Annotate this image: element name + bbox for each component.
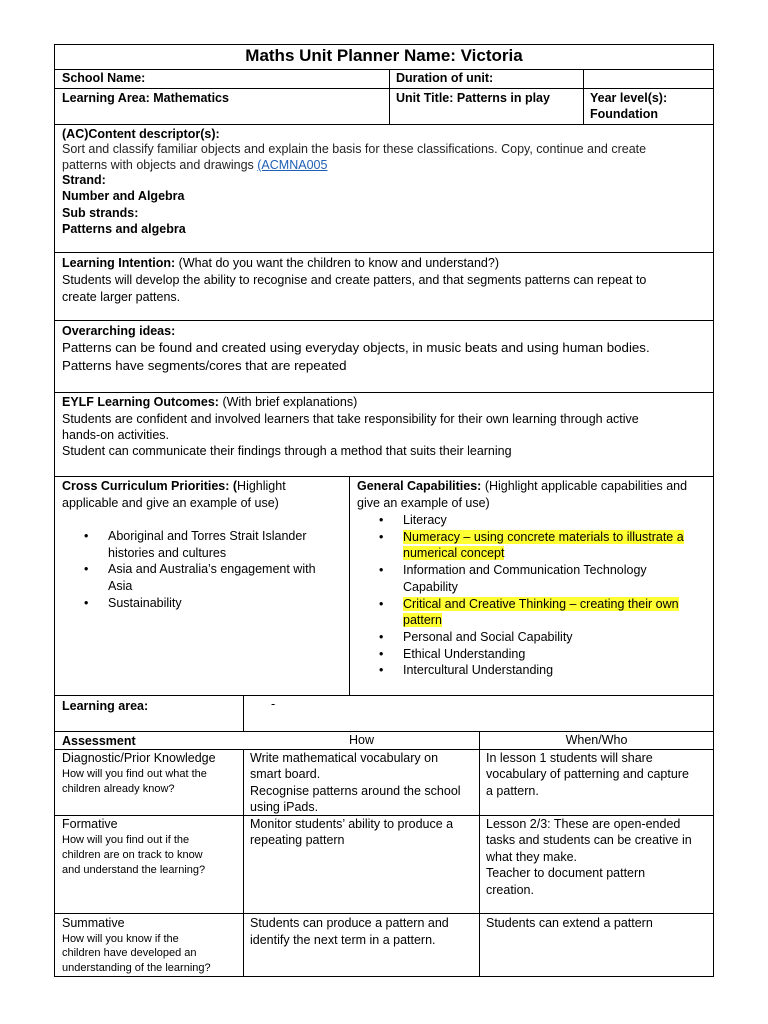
general-capabilities-heading <box>357 478 687 495</box>
cross-heading-text: Cross Curriculum Priorities: ( <box>62 479 238 493</box>
divider <box>479 731 480 977</box>
highlighted-text: Numeracy – using concrete materials to illustrate a <box>403 529 684 544</box>
summative-when: Students can extend a pattern <box>486 916 653 930</box>
border-right <box>713 44 714 977</box>
diagnostic-when: a pattern. <box>486 784 539 798</box>
assessment-header: Assessment <box>62 734 136 748</box>
strand-value: Number and Algebra <box>62 189 185 203</box>
intention-text: Students will develop the ability to recognise and create patters, and that segments patterns can repeat to <box>62 273 647 287</box>
substrands-label: Sub strands: <box>62 206 139 220</box>
formative-when: Lesson 2/3: These are open-ended <box>486 817 681 831</box>
formative-how: repeating pattern <box>250 833 345 847</box>
strand-label: Strand: <box>62 173 106 187</box>
list-item: • Personal and Social Capability <box>379 629 573 644</box>
eylf-text: hands-on activities. <box>62 428 170 442</box>
overarching-heading: Overarching ideas: <box>62 324 176 338</box>
border-bottom <box>54 976 714 977</box>
divider <box>54 69 714 70</box>
eylf-heading <box>62 394 357 411</box>
list-item-text: Sustainability <box>108 595 182 610</box>
eylf-text: Student can communicate their findings through a method that suits their learning <box>62 444 512 458</box>
formative-question: and understand the learning? <box>62 864 206 876</box>
divider <box>54 476 714 477</box>
duration-label: Duration of unit: <box>396 71 494 85</box>
list-item-text: Information and Communication Technology <box>403 563 647 578</box>
formative-question: children are on track to know <box>62 849 203 861</box>
highlighted-text: numerical concept <box>403 546 505 561</box>
list-item: • Literacy <box>379 513 447 527</box>
list-item-text: Literacy <box>403 513 447 527</box>
overarching-text: Patterns have segments/cores that are repeated <box>62 358 347 373</box>
divider <box>54 392 714 393</box>
list-item-text: Ethical Understanding <box>403 646 526 661</box>
list-item: • Aboriginal and Torres Strait Islander histories and cultures <box>84 529 307 560</box>
substrands-value: Patterns and algebra <box>62 222 186 236</box>
eylf-heading-text: EYLF Learning Outcomes: <box>62 395 219 409</box>
formative-when: creation. <box>486 883 534 897</box>
list-item-text: histories and cultures <box>108 545 227 560</box>
diagnostic-question: How will you find out what the <box>62 768 207 780</box>
cross-curriculum-prompt: applicable and give an example of use) <box>62 496 279 510</box>
diagnostic-when: vocabulary of patterning and capture <box>486 767 689 781</box>
overarching-text: Patterns can be found and created using everyday objects, in music beats and using human bodies. <box>62 340 650 355</box>
general-capabilities-list <box>375 512 684 679</box>
highlighted-text: Critical and Creative Thinking – creating their own <box>403 596 679 611</box>
list-item-text: Asia <box>108 579 133 594</box>
eylf-text: Students are confident and involved learners that take responsibility for their own learning through active <box>62 412 639 426</box>
list-item-text: Asia and Australia’s engagement with <box>108 562 316 577</box>
formative-when: tasks and students can be creative in <box>486 833 692 847</box>
intention-prompt: (What do you want the children to know and understand?) <box>178 256 500 270</box>
list-item-text: Personal and Social Capability <box>403 629 573 644</box>
diagnostic-when: In lesson 1 students will share <box>486 751 653 765</box>
divider <box>243 695 244 732</box>
summative-how: Students can produce a pattern and <box>250 916 449 930</box>
divider <box>54 252 714 253</box>
eylf-prompt: (With brief explanations) <box>222 395 358 409</box>
school-name-label: School Name: <box>62 71 146 85</box>
divider <box>54 913 714 914</box>
divider <box>54 320 714 321</box>
general-capabilities-prompt: give an example of use) <box>357 496 490 510</box>
intention-text: create larger pattens. <box>62 290 181 304</box>
learning-area-label: Learning Area: Mathematics <box>62 91 229 105</box>
list-item: • Numeracy – using concrete materials to illustrate a numerical concept <box>379 529 684 561</box>
general-heading-text: General Capabilities: <box>357 479 482 493</box>
acmna005-link[interactable]: (ACMNA005 <box>257 158 328 172</box>
cross-curriculum-heading <box>62 478 286 495</box>
content-prefix: (AC) <box>62 127 89 141</box>
when-who-header: When/Who <box>565 733 628 747</box>
border-left <box>54 44 55 977</box>
learning-area-row-value: - <box>271 697 276 711</box>
formative-question: How will you find out if the <box>62 834 190 846</box>
formative-title: Formative <box>62 817 118 831</box>
divider <box>54 124 714 125</box>
intention-heading-text: Learning Intention: <box>62 256 176 270</box>
summative-question: children have developed an <box>62 947 197 959</box>
diagnostic-how: smart board. <box>250 767 321 781</box>
content-heading-text: Content descriptor(s): <box>88 127 220 141</box>
divider <box>54 88 714 89</box>
formative-when: what they make. <box>486 850 578 864</box>
page-title: Maths Unit Planner Name: Victoria <box>245 46 523 65</box>
diagnostic-question: children already know? <box>62 783 175 795</box>
content-descriptor-text-2: patterns with objects and drawings <box>62 158 254 172</box>
summative-question: How will you know if the <box>62 933 179 945</box>
year-level-value: Foundation <box>590 107 659 121</box>
summative-how: identify the next term in a pattern. <box>250 933 436 947</box>
divider <box>349 476 350 696</box>
diagnostic-how: Recognise patterns around the school <box>250 784 461 798</box>
divider <box>583 69 584 125</box>
list-item: • Asia and Australia’s engagement with Asia <box>84 562 316 594</box>
cross-heading-tail: Highlight <box>237 479 286 493</box>
list-item: • Information and Communication Technology Capability <box>379 563 647 594</box>
list-item: • Critical and Creative Thinking – creating their own pattern <box>379 596 679 628</box>
border-top <box>54 44 714 45</box>
diagnostic-how: Write mathematical vocabulary on <box>250 751 439 765</box>
learning-intention-heading <box>62 255 499 272</box>
list-item-text: Intercultural Understanding <box>403 663 554 678</box>
unit-title-label: Unit Title: Patterns in play <box>396 91 550 105</box>
highlighted-text: pattern <box>403 613 442 628</box>
formative-how: Monitor students’ ability to produce a <box>250 817 454 831</box>
summative-title: Summative <box>62 916 125 930</box>
general-prompt: (Highlight applicable capabilities and <box>484 479 688 493</box>
cross-curriculum-list <box>80 528 316 612</box>
list-item: • Sustainability <box>84 595 182 610</box>
diagnostic-title: Diagnostic/Prior Knowledge <box>62 751 216 765</box>
content-descriptor-text: Sort and classify familiar objects and explain the basis for these classifications. Copy, continue and create <box>62 142 647 156</box>
diagnostic-how: using iPads. <box>250 800 319 814</box>
year-level-label: Year level(s): <box>590 91 668 105</box>
divider <box>389 69 390 125</box>
list-item-text: Aboriginal and Torres Strait Islander <box>108 529 307 543</box>
how-header: How <box>348 733 374 747</box>
learning-area-row-label: Learning area: <box>62 699 149 713</box>
list-item-text: Capability <box>403 579 458 594</box>
summative-question: understanding of the learning? <box>62 962 211 974</box>
formative-when: Teacher to document pattern <box>486 866 646 880</box>
divider <box>54 695 714 696</box>
list-item: • Ethical Understanding <box>379 646 526 661</box>
list-item: • Intercultural Understanding <box>379 663 554 678</box>
divider <box>243 749 244 977</box>
